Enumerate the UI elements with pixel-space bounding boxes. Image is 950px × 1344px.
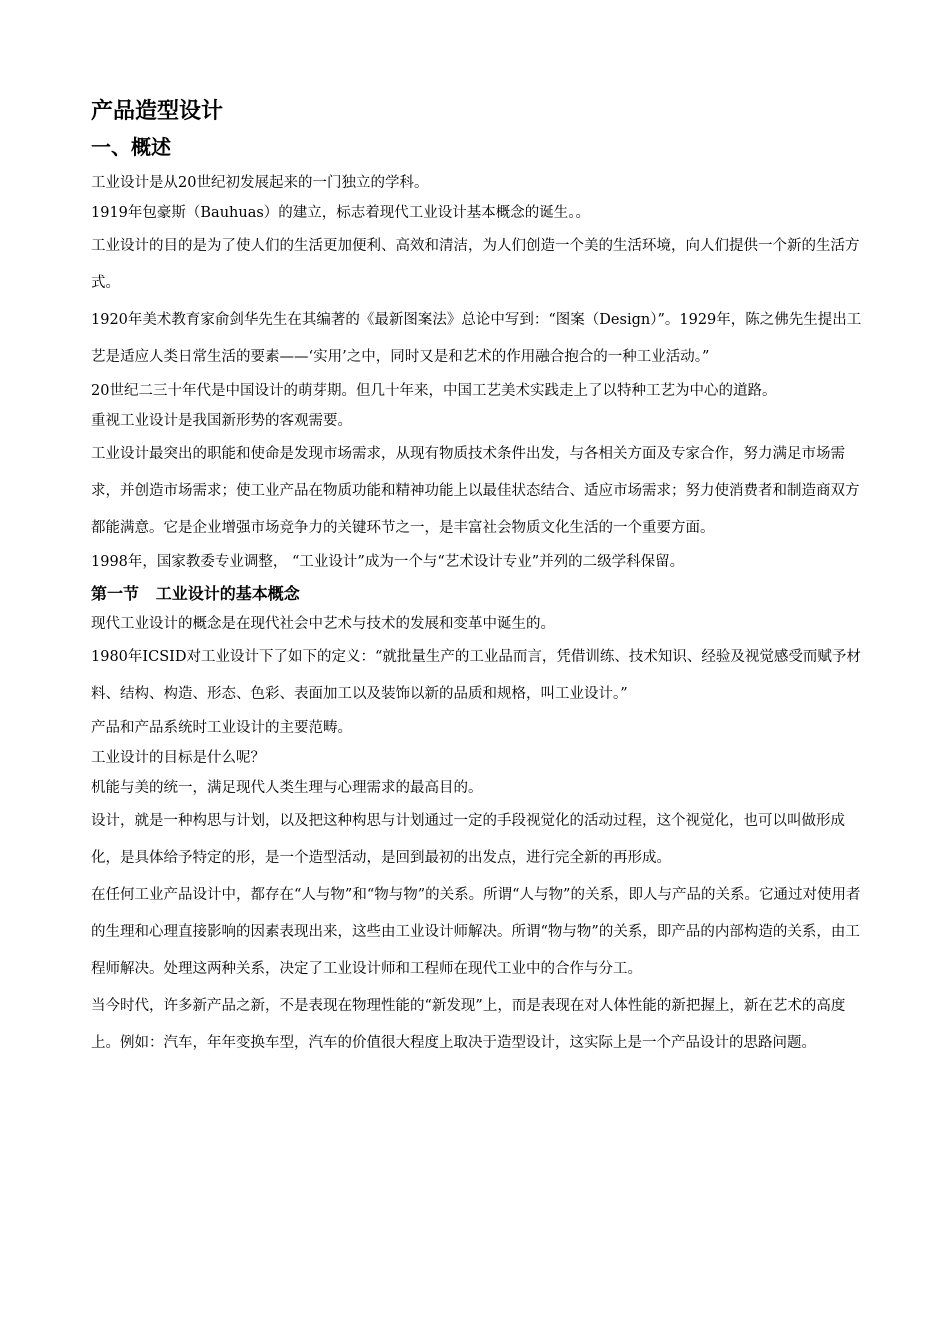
paragraph: 工业设计的目的是为了使人们的生活更加便利、高效和清洁，为人们创造一个美的生活环境，向人们提供一个新的生活方式。	[91, 238, 860, 291]
paragraph: 工业设计是从20世纪初发展起来的一门独立的学科。	[91, 175, 429, 191]
paragraph: 1980年ICSID对工业设计下了如下的定义：“就批量生产的工业品而言，凭借训练、技术知识、经验及视觉感受而赋予材料、结构、构造、形态、色彩、表面加工以及装饰以新的品质和规格，叫工业设计。”	[91, 649, 861, 702]
paragraph: 1998年，国家教委专业调整， “工业设计”成为一个与“艺术设计专业”并列的二级学科保留。	[91, 554, 685, 570]
document-title: 产品造型设计	[91, 99, 224, 124]
paragraph: 在任何工业产品设计中，都存在“人与物”和“物与物”的关系。所谓“人与物”的关系，即人与产品的关系。它通过对使用者的生理和心理直接影响的因素表现出来，这些由工业设计师解决。所谓“物与物”的关系，即产品的内部构造的关系，由工程师解决。处理这两种关系，决定了工业设计师和工程师在现代工业中的合作与分工。	[91, 887, 861, 977]
paragraph: 工业设计的目标是什么呢？	[91, 750, 265, 766]
paragraph: 设计，就是一种构思与计划，以及把这种构思与计划通过一定的手段视觉化的活动过程，这个视觉化，也可以叫做形成化，是具体给予特定的形，是一个造型活动，是回到最初的出发点，进行完全新的再形成。	[91, 813, 845, 866]
document-body	[91, 96, 863, 1062]
paragraph: 机能与美的统一，满足现代人类生理与心理需求的最高目的。	[91, 780, 483, 796]
paragraph: 工业设计最突出的职能和使命是发现市场需求，从现有物质技术条件出发，与各相关方面及专家合作，努力满足市场需求，并创造市场需求；使工业产品在物质功能和精神功能上以最佳状态结合、适应市场需求；努力使消费者和制造商双方都能满意。它是企业增强市场竞争力的关键环节之一，是丰富社会物质文化生活的一个重要方面。	[91, 446, 860, 536]
paragraph: 1919年包豪斯（Bauhuas）的建立，标志着现代工业设计基本概念的诞生。。	[91, 205, 591, 221]
paragraph: 当今时代，许多新产品之新，不是表现在物理性能的“新发现”上，而是表现在对人体性能的新把握上，新在艺术的高度上。例如：汽车，年年变换车型，汽车的价值很大程度上取决于造型设计，这实际上是一个产品设计的思路问题。	[91, 998, 846, 1051]
paragraph: 1920年美术教育家俞剑华先生在其编著的《最新图案法》总论中写到：“图案（Design）”。1929年，陈之佛先生提出工艺是适应人类日常生活的要素——‘实用’之中，同时又是和艺术的作用融合抱合的一种工业活动。”	[91, 312, 862, 365]
section-heading-basic-concepts: 第一节 工业设计的基本概念	[91, 584, 300, 603]
paragraph: 20世纪二三十年代是中国设计的萌芽期。但几十年来，中国工艺美术实践走上了以特种工艺为中心的道路。	[91, 383, 777, 399]
section-heading-overview: 一、概述	[91, 135, 171, 159]
paragraph: 产品和产品系统时工业设计的主要范畴。	[91, 720, 352, 736]
paragraph: 现代工业设计的概念是在现代社会中艺术与技术的发展和变革中诞生的。	[91, 616, 555, 632]
paragraph: 重视工业设计是我国新形势的客观需要。	[91, 413, 352, 429]
